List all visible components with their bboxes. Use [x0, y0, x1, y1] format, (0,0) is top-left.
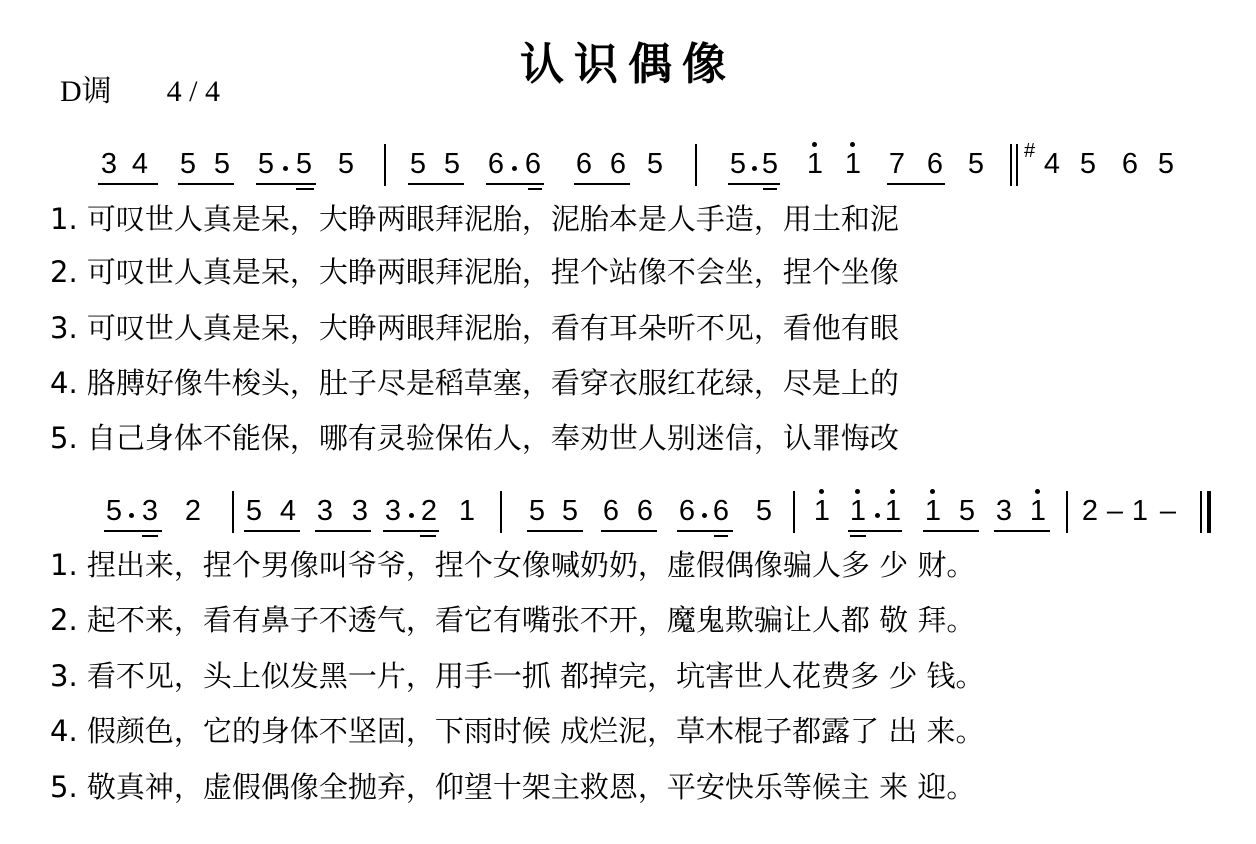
time-signature: 4 / 4: [166, 75, 221, 108]
note: 1: [1029, 495, 1047, 527]
underline: [728, 183, 780, 185]
barline: [1066, 491, 1068, 533]
note: 5: [179, 148, 197, 180]
note: 7: [888, 148, 906, 180]
dot: [702, 513, 707, 518]
key-time-signature: [60, 66, 220, 110]
note: 5: [443, 148, 461, 180]
lyric-line: 3. 可叹世人真是呆，大睁两眼拜泥胎，看有耳朵听不见，看他有眼: [50, 311, 899, 345]
underline: [486, 183, 544, 185]
dot: [875, 513, 880, 518]
note: 1: [813, 495, 831, 527]
note: 5: [1079, 148, 1097, 180]
note: 6: [487, 148, 505, 180]
underline: [601, 530, 657, 532]
barline: [695, 144, 697, 186]
dot: [409, 513, 414, 518]
note: 1: [1131, 495, 1149, 527]
note: 3: [100, 148, 118, 180]
note: 3: [316, 495, 334, 527]
barline: [1200, 491, 1202, 533]
lyric-line: 1. 捏出来，捏个男像叫爷爷，捏个女像喊奶奶，虚假偶像骗人多 少 财。: [50, 548, 976, 582]
note: 5: [409, 148, 427, 180]
note: 4: [1043, 148, 1061, 180]
note: 1: [458, 495, 476, 527]
note: 6: [636, 495, 654, 527]
note: 5: [761, 148, 779, 180]
underline: [923, 530, 979, 532]
note: 1: [849, 495, 867, 527]
note: 4: [279, 495, 297, 527]
note: 5: [967, 148, 985, 180]
underline: [763, 188, 777, 190]
underline: [528, 188, 542, 190]
underline: [677, 530, 733, 532]
note: 6: [712, 495, 730, 527]
underline: [850, 535, 866, 537]
note: 5: [295, 148, 313, 180]
underline: [383, 530, 439, 532]
note: 5: [245, 495, 263, 527]
dot: [930, 489, 935, 494]
note: 3: [351, 495, 369, 527]
underline: [574, 183, 630, 185]
lyric-line: 4. 假颜色，它的身体不坚固，下雨时候 成烂泥，草木棍子都露了 出 来。: [50, 714, 985, 748]
note: 5: [729, 148, 747, 180]
lyric-line: 1. 可叹世人真是呆，大睁两眼拜泥胎，泥胎本是人手造，用土和泥: [50, 202, 899, 236]
note: 1: [884, 495, 902, 527]
underline: [848, 530, 902, 532]
dot: [890, 489, 895, 494]
barline: [1207, 491, 1211, 533]
dot: [1035, 489, 1040, 494]
barline: [1010, 144, 1012, 186]
note: 4: [131, 148, 149, 180]
underline: [714, 535, 728, 537]
barline: [1016, 144, 1018, 186]
underline: [887, 183, 945, 185]
note: 6: [1121, 148, 1139, 180]
lyric-line: 3. 看不见，头上似发黑一片，用手一抓 都掉完，坑害世人花费多 少 钱。: [50, 659, 985, 693]
underline: [296, 188, 314, 190]
note: 5: [213, 148, 231, 180]
barline: [793, 491, 795, 533]
dot: [819, 489, 824, 494]
note: 6: [575, 148, 593, 180]
lyric-line: 2. 起不来，看有鼻子不透气，看它有嘴张不开，魔鬼欺骗让人都 敬 拜。: [50, 603, 976, 637]
note: 6: [524, 148, 542, 180]
underline: [244, 530, 300, 532]
dot: [129, 513, 134, 518]
note: 5: [561, 495, 579, 527]
key-signature: D调: [60, 75, 112, 108]
underline: [408, 183, 464, 185]
note: 3: [995, 495, 1013, 527]
underline: [104, 530, 162, 532]
dot: [512, 166, 517, 171]
dot: [752, 166, 757, 171]
barline: [384, 144, 386, 186]
note: 6: [678, 495, 696, 527]
sharp-sign: #: [1024, 140, 1036, 162]
note: 6: [602, 495, 620, 527]
underline: [420, 535, 436, 537]
underline: [256, 183, 316, 185]
note: 6: [609, 148, 627, 180]
note: 1: [806, 148, 824, 180]
note: 5: [337, 148, 355, 180]
underline: [98, 183, 158, 185]
note: 5: [646, 148, 664, 180]
lyric-line: 2. 可叹世人真是呆，大睁两眼拜泥胎，捏个站像不会坐，捏个坐像: [50, 255, 899, 289]
note: –: [1159, 495, 1177, 527]
note: 6: [926, 148, 944, 180]
dot: [850, 142, 855, 147]
note: –: [1106, 495, 1124, 527]
note: 5: [528, 495, 546, 527]
note: 5: [958, 495, 976, 527]
underline: [178, 183, 234, 185]
underline: [994, 530, 1050, 532]
underline: [527, 530, 583, 532]
note: 5: [755, 495, 773, 527]
barline: [232, 491, 234, 533]
barline: [500, 491, 502, 533]
dot: [812, 142, 817, 147]
note: 2: [420, 495, 438, 527]
note: 1: [844, 148, 862, 180]
note: 3: [141, 495, 159, 527]
lyric-line: 5. 自己身体不能保，哪有灵验保佑人，奉劝世人别迷信，认罪悔改: [50, 421, 899, 455]
lyric-line: 5. 敬真神，虚假偶像全抛弃，仰望十架主救恩，平安快乐等候主 来 迎。: [50, 770, 976, 804]
dot: [283, 166, 288, 171]
note: 5: [105, 495, 123, 527]
lyric-line: 4. 胳膊好像牛梭头，肚子尽是稻草塞，看穿衣服红花绿，尽是上的: [50, 366, 899, 400]
underline: [315, 530, 371, 532]
underline: [142, 535, 158, 537]
song-title: 认识偶像: [520, 39, 736, 90]
note: 5: [1157, 148, 1175, 180]
note: 2: [1081, 495, 1099, 527]
dot: [855, 489, 860, 494]
note: 5: [257, 148, 275, 180]
note: 3: [384, 495, 402, 527]
note: 2: [184, 495, 202, 527]
note: 1: [924, 495, 942, 527]
